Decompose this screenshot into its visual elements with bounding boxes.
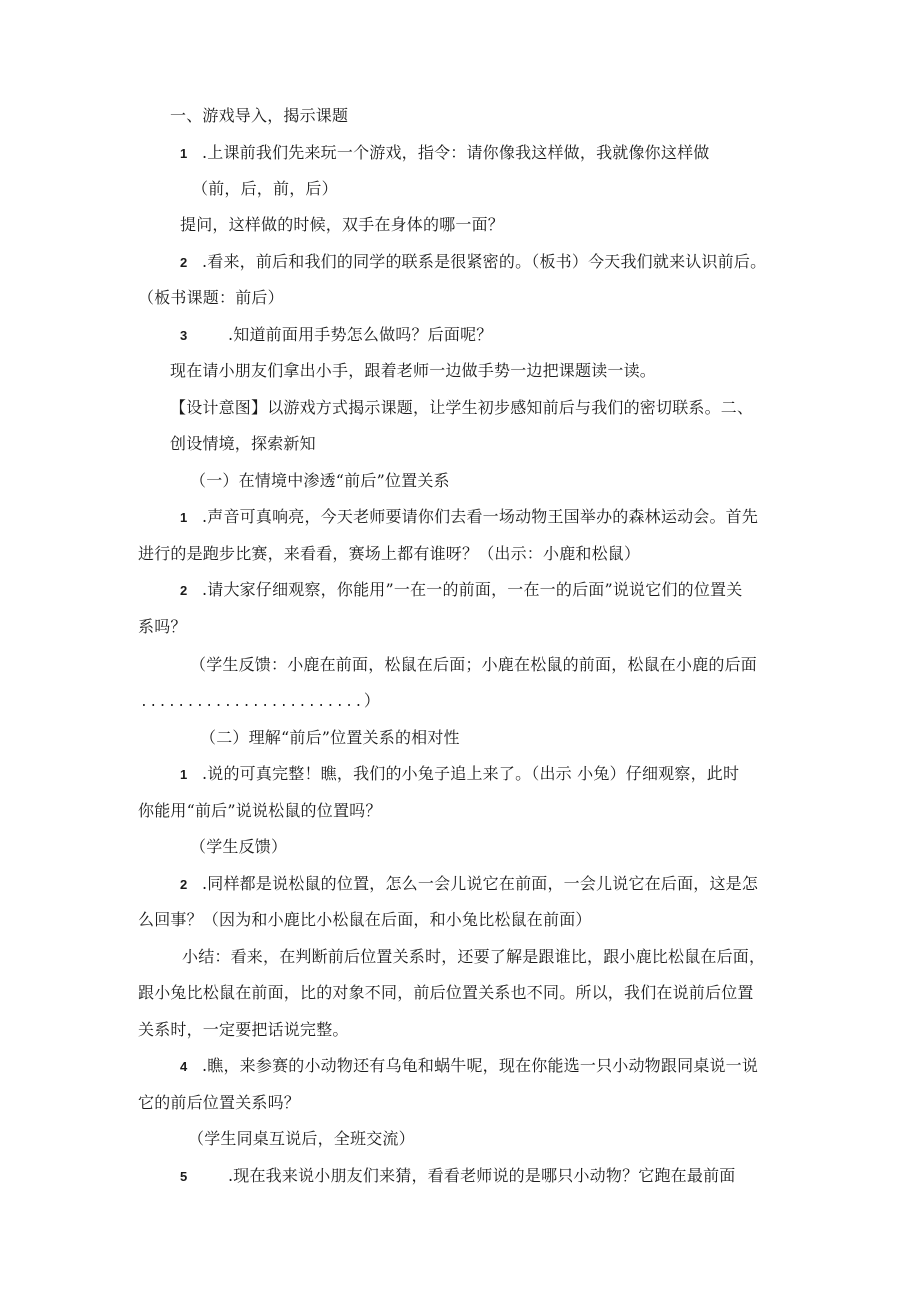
- part2-item-1: [180, 763, 739, 786]
- summary-line-1: 小结：看来，在判断前后位置关系时，还要了解是跟谁比，跟小鹿比松鼠在后面，: [182, 947, 766, 966]
- item-number: 4: [180, 1059, 188, 1074]
- item-text: .知道前面用手势怎么做吗？后面呢？: [228, 325, 493, 344]
- item-text: .请大家仔细观察，你能用”一在一的前面，一在一的后面”说说它们的位置关: [202, 580, 743, 599]
- item-number: 2: [180, 255, 188, 270]
- item-text: .现在我来说小朋友们来猜，看看老师说的是哪只小动物？它跑在最前面: [228, 1166, 736, 1185]
- part1-item-1: [180, 506, 758, 529]
- section1-item-2-cont: （板书课题：前后）: [138, 288, 284, 307]
- part2-item-4-cont: 它的前后位置关系吗？: [138, 1093, 301, 1112]
- section-title: 一、游戏导入，揭示课题: [170, 106, 349, 125]
- item-text: .声音可真响亮，今天老师要请你们去看一场动物王国举办的森林运动会。首先: [202, 507, 759, 526]
- question-text: 提问，这样做的时候，双手在身体的哪一面？: [180, 215, 505, 234]
- item-text: .看来，前后和我们的同学的联系是很紧密的。（板书）今天我们就来认识前后。: [202, 252, 767, 271]
- part2-item-4: [180, 1055, 758, 1078]
- design-intent-line-2: 创设情境，探索新知: [170, 434, 316, 453]
- item-number: 1: [180, 510, 188, 525]
- part1-feedback: （学生反馈：小鹿在前面，松鼠在后面；小鹿在松鼠的前面，松鼠在小鹿的后面: [190, 655, 758, 674]
- item-number: 1: [180, 767, 188, 782]
- item-text: .上课前我们先来玩一个游戏，指令：请你像我这样做，我就像你这样做: [202, 143, 710, 162]
- part1-feedback-end: [140, 690, 380, 714]
- part2-item-2: [180, 873, 758, 896]
- summary-line-3: 关系时，一定要把话说完整。: [138, 1020, 349, 1039]
- section1-item-1-sub: （前，后，前，后）: [192, 179, 338, 198]
- part1-title: （一）在情境中渗透“前后”位置关系: [190, 471, 450, 490]
- ellipsis-dots: ........................: [140, 695, 364, 710]
- section1-item-3: [180, 324, 493, 347]
- instruction-text: 现在请小朋友们拿出小手，跟着老师一边做手势一边把课题读一读。: [170, 361, 657, 380]
- part2-item-2-cont: 么回事？（因为和小鹿比小松鼠在后面，和小兔比松鼠在前面）: [138, 910, 592, 929]
- item-text: .瞧，来参赛的小动物还有乌龟和蜗牛呢，现在你能选一只小动物跟同桌说一说: [202, 1056, 759, 1075]
- item-number: 2: [180, 877, 188, 892]
- part1-item-2: [180, 579, 742, 602]
- closing-paren: ）: [363, 691, 381, 710]
- part2-title: （二）理解“前后”位置关系的相对性: [200, 728, 460, 747]
- section1-item-1: [180, 142, 710, 165]
- item-number: 5: [180, 1169, 188, 1184]
- item-text: .说的可真完整！瞧，我们的小兔子追上来了。（出示 小兔）仔细观察，此时: [202, 764, 740, 783]
- part2-feedback: （学生反馈）: [190, 837, 288, 856]
- part2-item-5: [180, 1165, 736, 1188]
- item-number: 3: [180, 328, 188, 343]
- design-intent-line-1: 【设计意图】以游戏方式揭示课题，让学生初步感知前后与我们的密切联系。二、: [170, 398, 754, 417]
- summary-line-2: 跟小兔比松鼠在前面，比的对象不同，前后位置关系也不同。所以，我们在说前后位置: [138, 983, 754, 1002]
- section1-item-2: [180, 251, 766, 274]
- item-number: 2: [180, 583, 188, 598]
- item-number: 1: [180, 146, 188, 161]
- part1-item-2-cont: 系吗？: [138, 617, 187, 636]
- exchange-text: （学生同桌互说后，全班交流）: [188, 1129, 415, 1148]
- item-text: .同样都是说松鼠的位置，怎么一会儿说它在前面，一会儿说它在后面，这是怎: [202, 874, 759, 893]
- part2-item-1-cont: 你能用“前后”说说松鼠的位置吗？: [138, 801, 382, 820]
- part1-item-1-cont: 进行的是跑步比赛，来看看，赛场上都有谁呀？（出示：小鹿和松鼠）: [138, 544, 641, 563]
